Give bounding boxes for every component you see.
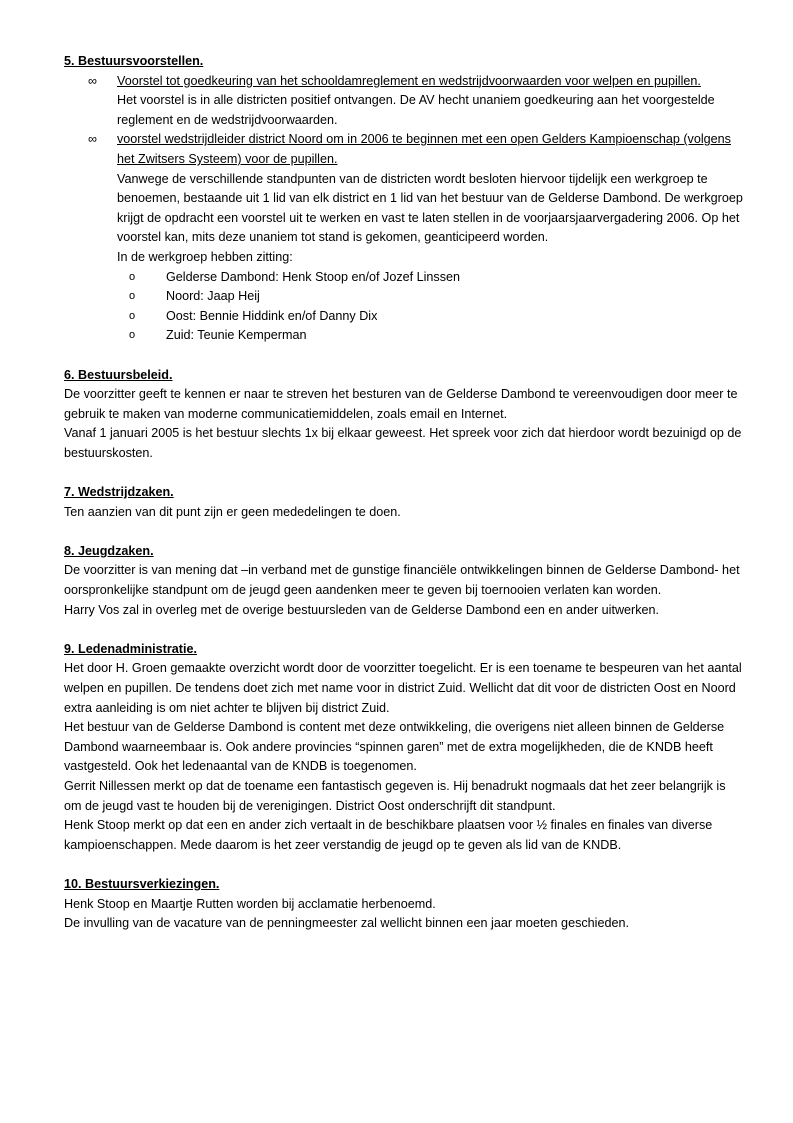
bullet-circle-icon: o <box>129 309 136 322</box>
paragraph: Henk Stoop en Maartje Rutten worden bij acclamatie herbenoemd. <box>64 896 436 911</box>
paragraph: Harry Vos zal in overleg met de overige bestuursleden van de Gelderse Dambond een en ander uitwerken. <box>64 602 660 617</box>
section-ledenadministratie <box>64 640 746 856</box>
proposal-list <box>64 72 746 346</box>
list-item <box>117 268 746 288</box>
paragraph: Het door H. Groen gemaakte overzicht wordt door de voorzitter toegelicht. Er is een toename te bespeuren van het aantal welpen en pupillen. De tendens doet zich met name voor in district Zuid. Wellicht dat dit voor de districten Oost en Noord extra aanleiding is om niet achter te blijven bij district Zuid. <box>64 661 742 715</box>
document-body <box>64 52 746 934</box>
list-item <box>117 287 746 307</box>
section-heading: 9. Ledenadministratie. <box>64 641 197 656</box>
paragraph: De voorzitter is van mening dat –in verband met de gunstige financiële ontwikkelingen binnen de Gelderse Dambond- het oorspronkelijke standpunt om de jeugd geen aandenken meer te geven bij toernooien verlaten kan worden. <box>64 563 740 598</box>
workgroup-member: Zuid: Teunie Kemperman <box>166 328 307 343</box>
workgroup-member: Gelderse Dambond: Henk Stoop en/of Jozef Linssen <box>166 269 461 284</box>
list-item <box>64 130 746 346</box>
paragraph: Gerrit Nillessen merkt op dat de toename een fantastisch gegeven is. Hij benadrukt nogmaals dat het zeer belangrijk is om de jeugd vast te houden bij de verenigingen. District Oost onderschrijft dit standpunt. <box>64 778 726 813</box>
paragraph: De voorzitter geeft te kennen er naar te streven het besturen van de Gelderse Dambond te vereenvoudigen door meer te gebruik te maken van moderne communicatiemiddelen, zoals email en Internet. <box>64 387 738 421</box>
section-bestuursbeleid <box>64 366 746 464</box>
section-heading: 5. Bestuursvoorstellen. <box>64 54 204 68</box>
paragraph-spacer <box>64 522 746 542</box>
section-heading: 7. Wedstrijdzaken. <box>64 485 174 500</box>
bullet-glyph-icon: ∞ <box>88 132 97 147</box>
proposal-body-tail: In de werkgroep hebben zitting: <box>117 249 293 264</box>
proposal-title: voorstel wedstrijdleider district Noord om in 2006 te beginnen met een open Gelders Kampioenschap (volgens het Zwitsers Systeem) voor de pupillen. <box>117 132 731 166</box>
paragraph: Henk Stoop merkt op dat een en ander zich vertaalt in de beschikbare plaatsen voor ½ finales en finales van diverse kampioenschappen. Mede daarom is het zeer verstandig de jeugd op te geven als lid van de KNDB. <box>64 818 713 852</box>
paragraph-spacer <box>64 463 746 483</box>
section-heading: 10. Bestuursverkiezingen. <box>64 876 220 891</box>
paragraph-spacer <box>64 620 746 640</box>
section-bestuursverkiezingen <box>64 875 746 934</box>
proposal-body: Vanwege de verschillende standpunten van de districten wordt besloten hiervoor tijdelijk een werkgroep te benoemen, bestaande uit 1 lid van elk district en 1 lid van het bestuur van de Gelderse Dambond. De werkgroep krijgt de opdracht een voorstel uit te werken en vast te laten stellen in de voorjaarsjaarvergadering 2006. Op het voorstel kan, mits deze unaniem tot stand is gekomen, geanticipeerd worden. <box>117 171 743 245</box>
paragraph: De invulling van de vacature van de penningmeester zal wellicht binnen een jaar moeten geschieden. <box>64 916 629 931</box>
proposal-body: Het voorstel is in alle districten positief ontvangen. De AV hecht unaniem goedkeuring aan het voorgestelde reglement en de wedstrijdvoorwaarden. <box>117 93 715 127</box>
workgroup-member-list <box>117 268 746 346</box>
list-item <box>117 326 746 346</box>
bullet-glyph-icon: ∞ <box>88 73 97 88</box>
section-wedstrijdzaken <box>64 483 746 522</box>
workgroup-member: Oost: Bennie Hiddink en/of Danny Dix <box>166 308 378 323</box>
bullet-circle-icon: o <box>129 290 136 303</box>
list-item <box>117 307 746 327</box>
section-jeugdzaken <box>64 542 746 620</box>
paragraph: Het bestuur van de Gelderse Dambond is content met deze ontwikkeling, die overigens niet alleen binnen de Gelderse Dambond waarneembaar is. Ook andere provincies “spinnen garen” met de extra mogelijkheden, die de KNDB heeft vastgesteld. Ook het ledenaantal van de KNDB is toegenomen. <box>64 720 725 774</box>
paragraph: Vanaf 1 januari 2005 is het bestuur slechts 1x bij elkaar geweest. Het spreek voor zich dat hierdoor wordt bezuinigd op de bestuurskosten. <box>64 426 742 460</box>
paragraph: Ten aanzien van dit punt zijn er geen mededelingen te doen. <box>64 504 401 519</box>
section-heading: 6. Bestuursbeleid. <box>64 367 173 382</box>
bullet-circle-icon: o <box>129 270 136 283</box>
paragraph-spacer <box>64 346 746 366</box>
workgroup-member: Noord: Jaap Heij <box>166 289 260 304</box>
bullet-circle-icon: o <box>129 329 136 342</box>
section-bestuursvoorstellen <box>64 52 746 346</box>
proposal-title: Voorstel tot goedkeuring van het schooldamreglement en wedstrijdvoorwaarden voor welpen en pupillen. <box>117 73 701 88</box>
paragraph-spacer <box>64 855 746 875</box>
section-heading: 8. Jeugdzaken. <box>64 543 154 558</box>
list-item <box>64 72 746 131</box>
